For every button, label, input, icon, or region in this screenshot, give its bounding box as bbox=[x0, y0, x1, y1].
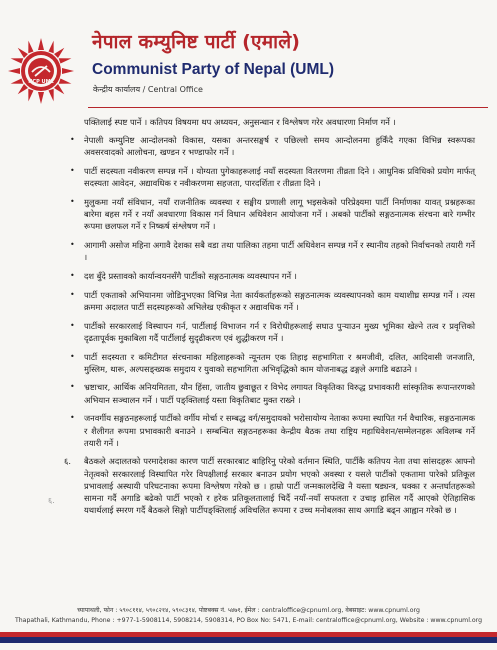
margin-mark: ६. bbox=[48, 496, 55, 505]
list-item bbox=[70, 381, 475, 405]
list-item-text: पार्टीको सरकारलाई विस्थापन गर्न, पार्टीलाई विभाजन गर्न र विरोधीहरूलाई सघाउ पुऱ्याउन मुख्य भूमिका खेल्ने तत्व र प्रवृत्तिको दृढतापूर्वक मुकाबिला गर्दै पार्टीलाई सुदृढीकरण एवं शुद्धीकरण गर्ने । bbox=[84, 320, 475, 343]
bullet-icon: • bbox=[70, 271, 75, 281]
paragraph-number: ६. bbox=[64, 456, 71, 467]
list-item bbox=[70, 320, 475, 344]
bullet-icon: • bbox=[70, 320, 75, 330]
bullet-icon: • bbox=[70, 166, 75, 176]
svg-text:NCP UML: NCP UML bbox=[28, 79, 54, 85]
numbered-paragraph bbox=[64, 455, 475, 516]
list-item-text: भ्रष्टाचार, आर्थिक अनियमितता, यौन हिंसा, जातीय छुवाछूत र विभेद लगायत विकृतिका विरुद्ध प्रभावकारी सांस्कृतिक रूपान्तरणको अभियान सञ्चालन गर्ने । पार्टी पङ्क्तिलाई यस्ता विकृतिबाट मुक्त राख्ने । bbox=[84, 382, 475, 405]
list-item-text: पार्टी सदस्यता र कमिटीगत संरचनाका महिलाहरूको न्यूनतम एक तिहाइ सहभागिता र श्रमजीवी, दलित, आदिवासी जनजाति, मुस्लिम, थारू, अल्पसङ्ख्यक समुदाय र युवाको सहभागिता अभिवृद्धिको काम योजनाबद्ध ढङ्गले अगाडि बढाउने । bbox=[84, 351, 475, 374]
list-item bbox=[70, 134, 475, 158]
list-item-text: पार्टी सदस्यता नवीकरण सम्पन्न गर्ने । योग्यता पुगेकाहरूलाई नयाँ सदस्यता वितरणमा तीव्रता दिने । आधुनिक प्रविधिको प्रयोग मार्फत् सदस्यता आवेदन, अद्यावधिक र नवीकरणमा सहजता, पारदर्शिता र तीव्रता दिने । bbox=[84, 166, 475, 189]
list-item bbox=[70, 270, 475, 282]
bullet-icon: • bbox=[70, 382, 75, 392]
footer-contact-english: Thapathali, Kathmandu, Phone : +977-1-5908114, 5908214, 5908314, PO Box No: 5471, E-mail: centraloffice@cpnuml.org, Website : www.cpnuml.org bbox=[14, 617, 483, 624]
list-item bbox=[70, 289, 475, 313]
bullet-icon: • bbox=[70, 413, 75, 423]
bullet-icon: • bbox=[70, 135, 75, 145]
list-item-text: नेपाली कम्युनिष्ट आन्दोलनको विकास, यसका अन्तरसङ्घर्ष र पछिल्लो समय आन्दोलनमा हुर्किँदै गएका विभिन्न स्वरूपका अवसरवादको आलोचना, खण्डन र भण्डाफोर गर्ने । bbox=[84, 135, 475, 158]
footer-blue-stripe bbox=[0, 637, 497, 643]
list-item bbox=[70, 412, 475, 449]
decision-list bbox=[70, 134, 475, 449]
bullet-icon: • bbox=[70, 289, 75, 299]
list-item bbox=[70, 239, 475, 263]
bullet-icon: • bbox=[70, 351, 75, 361]
party-name-nepali: नेपाल कम्युनिष्ट पार्टी (एमाले) bbox=[92, 31, 301, 53]
list-item bbox=[70, 351, 475, 375]
bullet-icon: • bbox=[70, 240, 75, 250]
list-item-text: आगामी असोज महिना अगावै देशका सबै वडा तथा पालिका तहमा पार्टी अधिवेशन सम्पन्न गर्ने र स्थानीय तहको निर्वाचनको तयारी गर्ने । bbox=[84, 240, 475, 263]
party-logo-icon bbox=[6, 36, 76, 106]
list-item-text: दश बुँदे प्रस्तावको कार्यान्वयनसँगै पार्टीको सङ्गठनात्मक व्यवस्थापन गर्ने । bbox=[84, 271, 297, 282]
party-name-english: Communist Party of Nepal (UML) bbox=[92, 61, 334, 78]
list-item bbox=[70, 196, 475, 233]
list-item-text: पार्टी एकताको अभियानमा जोडिनुभएका विभिन्न नेता कार्यकर्ताहरूको सङ्गठनात्मक व्यवस्थापनको काम यथाशीघ्र सम्पन्न गर्ने । त्यस क्रममा अदालत पार्टी सदस्यहरूको अभिलेख एकीकृत र अद्यावधिक गर्ने । bbox=[84, 289, 475, 312]
intro-paragraph: पक्तिलाई स्पष्ट पार्ने । कतिपय विषयमा थप अध्ययन, अनुसन्धान र विश्लेषण गरेर अवधारणा निर्माण गर्ने । bbox=[84, 117, 396, 127]
bullet-icon: • bbox=[70, 197, 75, 207]
list-item-text: मुलुकमा नयाँ संविधान, नयाँ राजनीतिक व्यवस्था र सङ्घीय प्रणाली लागू भइसकेको परिप्रेक्ष्यमा पार्टी निर्माणका यावत् प्रश्नहरूका बारेमा बहस गर्ने र नयाँ अवधारणा विकास गर्न विधान अधिवेशन आयोजना गर्ने । अबको पार्टीको सङ्गठनात्मक संरचना बारे गम्भीर रूपमा छलफल गर्ने र निष्कर्ष संश्लेषण गर्ने । bbox=[84, 197, 475, 232]
list-item-text: जनवर्गीय सङ्गठनहरूलाई पार्टीको वर्गीय मोर्चा र सम्बद्ध वर्ग/समुदायको भरोसायोग्य नेताका रूपमा स्थापित गर्न वैचारिक, सङ्गठनात्मक र शैलीगत रूपमा प्रभावकारी बनाउने । सम्बन्धित सङ्गठनहरूका केन्द्रीय बैठक तथा राष्ट्रिय महाधिवेशन/सम्मेलनहरू अविलम्ब गर्ने तयारी गर्ने । bbox=[84, 413, 475, 448]
footer-contact-nepali: च्यापाथली, फोन : ५९०८११४, ५९०८२१४, ५९०८३१४, पोष्टबक्स नं. ५४७१, ईमेल : centraloffice@cpnuml.org, वेबसाइट: www.cpnuml.org bbox=[77, 607, 420, 614]
central-office-label: केन्द्रीय कार्यालय / Central Office bbox=[93, 85, 203, 94]
document-body bbox=[64, 116, 475, 516]
numbered-paragraph-text: बैठकले अदालतको परमादेशका कारण पार्टी सरकारबाट बाहिरिनु परेको वर्तमान स्थिति, पार्टीकै कतिपय नेता तथा सांसदहरू आफ्नो नेतृत्वको सरकारलाई विस्थापित गरेर विपक्षीलाई सरकार बनाउन प्रयोग भएको अवस्था र यसले पार्टीको एकतामा पारेको प्रतिकूल प्रभावलाई अस्थायी परिघटनाका रूपमा विश्लेषण गरेको छ । हाम्रो पार्टी जन्मकालदेखि नै यस्ता षड्यन्त्र, धक्का र अन्तर्घातहरूको सामना गर्दै अगाडि बढेको पार्टी भएको र हरेक प्रतिकूलतालाई चिर्दै नयाँ-नयाँ सफलता र उचाइ हासिल गर्दै आएको ऐतिहासिक यथार्थलाई स्मरण गर्दै बैठकले सिङ्गो पार्टीपङ्क्तिलाई अविचलित रूपमा र उच्च मनोबलका साथ अगाडि बढ्न आह्वान गरेको छ । bbox=[84, 456, 475, 516]
list-item bbox=[70, 165, 475, 189]
header-divider bbox=[88, 107, 488, 108]
